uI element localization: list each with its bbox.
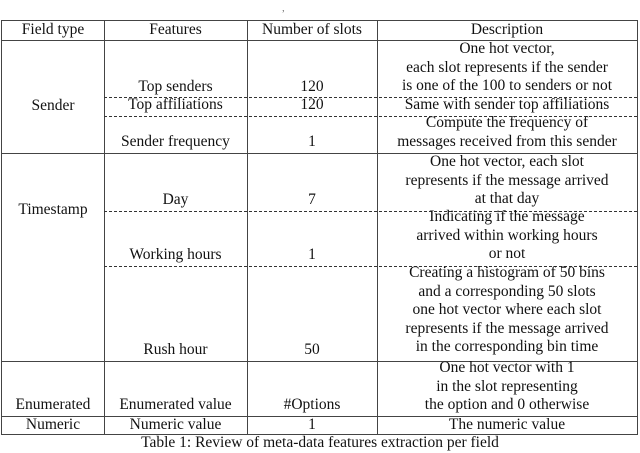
feature-top-affiliations: Top affiliations [128,96,223,113]
slots-numeric-value: 1 [308,416,316,433]
slots-top-affiliations: 120 [300,96,324,113]
field-type-sender: Sender [31,97,75,114]
table-caption: Table 1: Review of meta-data features extraction per field [141,434,499,451]
desc-sender-frequency: Compute the frequency of messages received from this sender [397,114,617,150]
features-table [1,20,638,435]
slots-rush-hour: 50 [304,341,320,358]
header-field-type: Field type [21,21,85,38]
desc-rush-hour: Creating a histogram of 50 bins and a corresponding 50 slots one hot vector where each slot represents if the message arrived in the corresponding bin time [405,264,609,355]
slots-day: 7 [308,191,316,208]
desc-top-affiliations: Same with sender top affiliations [404,96,610,113]
header-number-of-slots: Number of slots [262,21,362,38]
header-description: Description [470,21,544,38]
desc-top-senders: One hot vector, each slot represents if the sender is one of the 100 to senders or not [401,40,613,94]
slots-working-hours: 1 [308,246,316,263]
desc-day: One hot vector, each slot represents if the message arrived at that day [405,153,609,207]
feature-enumerated-value: Enumerated value [119,396,232,413]
slots-top-senders: 120 [300,78,324,95]
stray-mark: , [282,2,285,14]
feature-top-senders: Top senders [138,78,213,95]
header-features: Features [149,21,202,38]
feature-sender-frequency: Sender frequency [121,133,230,150]
field-type-numeric: Numeric [25,416,81,433]
field-type-enumerated: Enumerated [15,396,91,413]
slots-enumerated-value: #Options [283,396,341,413]
feature-working-hours: Working hours [129,246,222,263]
desc-numeric-value: The numeric value [448,416,566,433]
feature-day: Day [162,191,189,208]
field-type-timestamp: Timestamp [18,201,88,218]
desc-enumerated-value: One hot vector with 1 in the slot representing the option and 0 otherwise [424,359,590,413]
desc-working-hours: Indicating if the message arrived within working hours or not [416,208,598,262]
feature-rush-hour: Rush hour [143,341,208,358]
slots-sender-frequency: 1 [308,133,316,150]
feature-numeric-value: Numeric value [129,416,222,433]
